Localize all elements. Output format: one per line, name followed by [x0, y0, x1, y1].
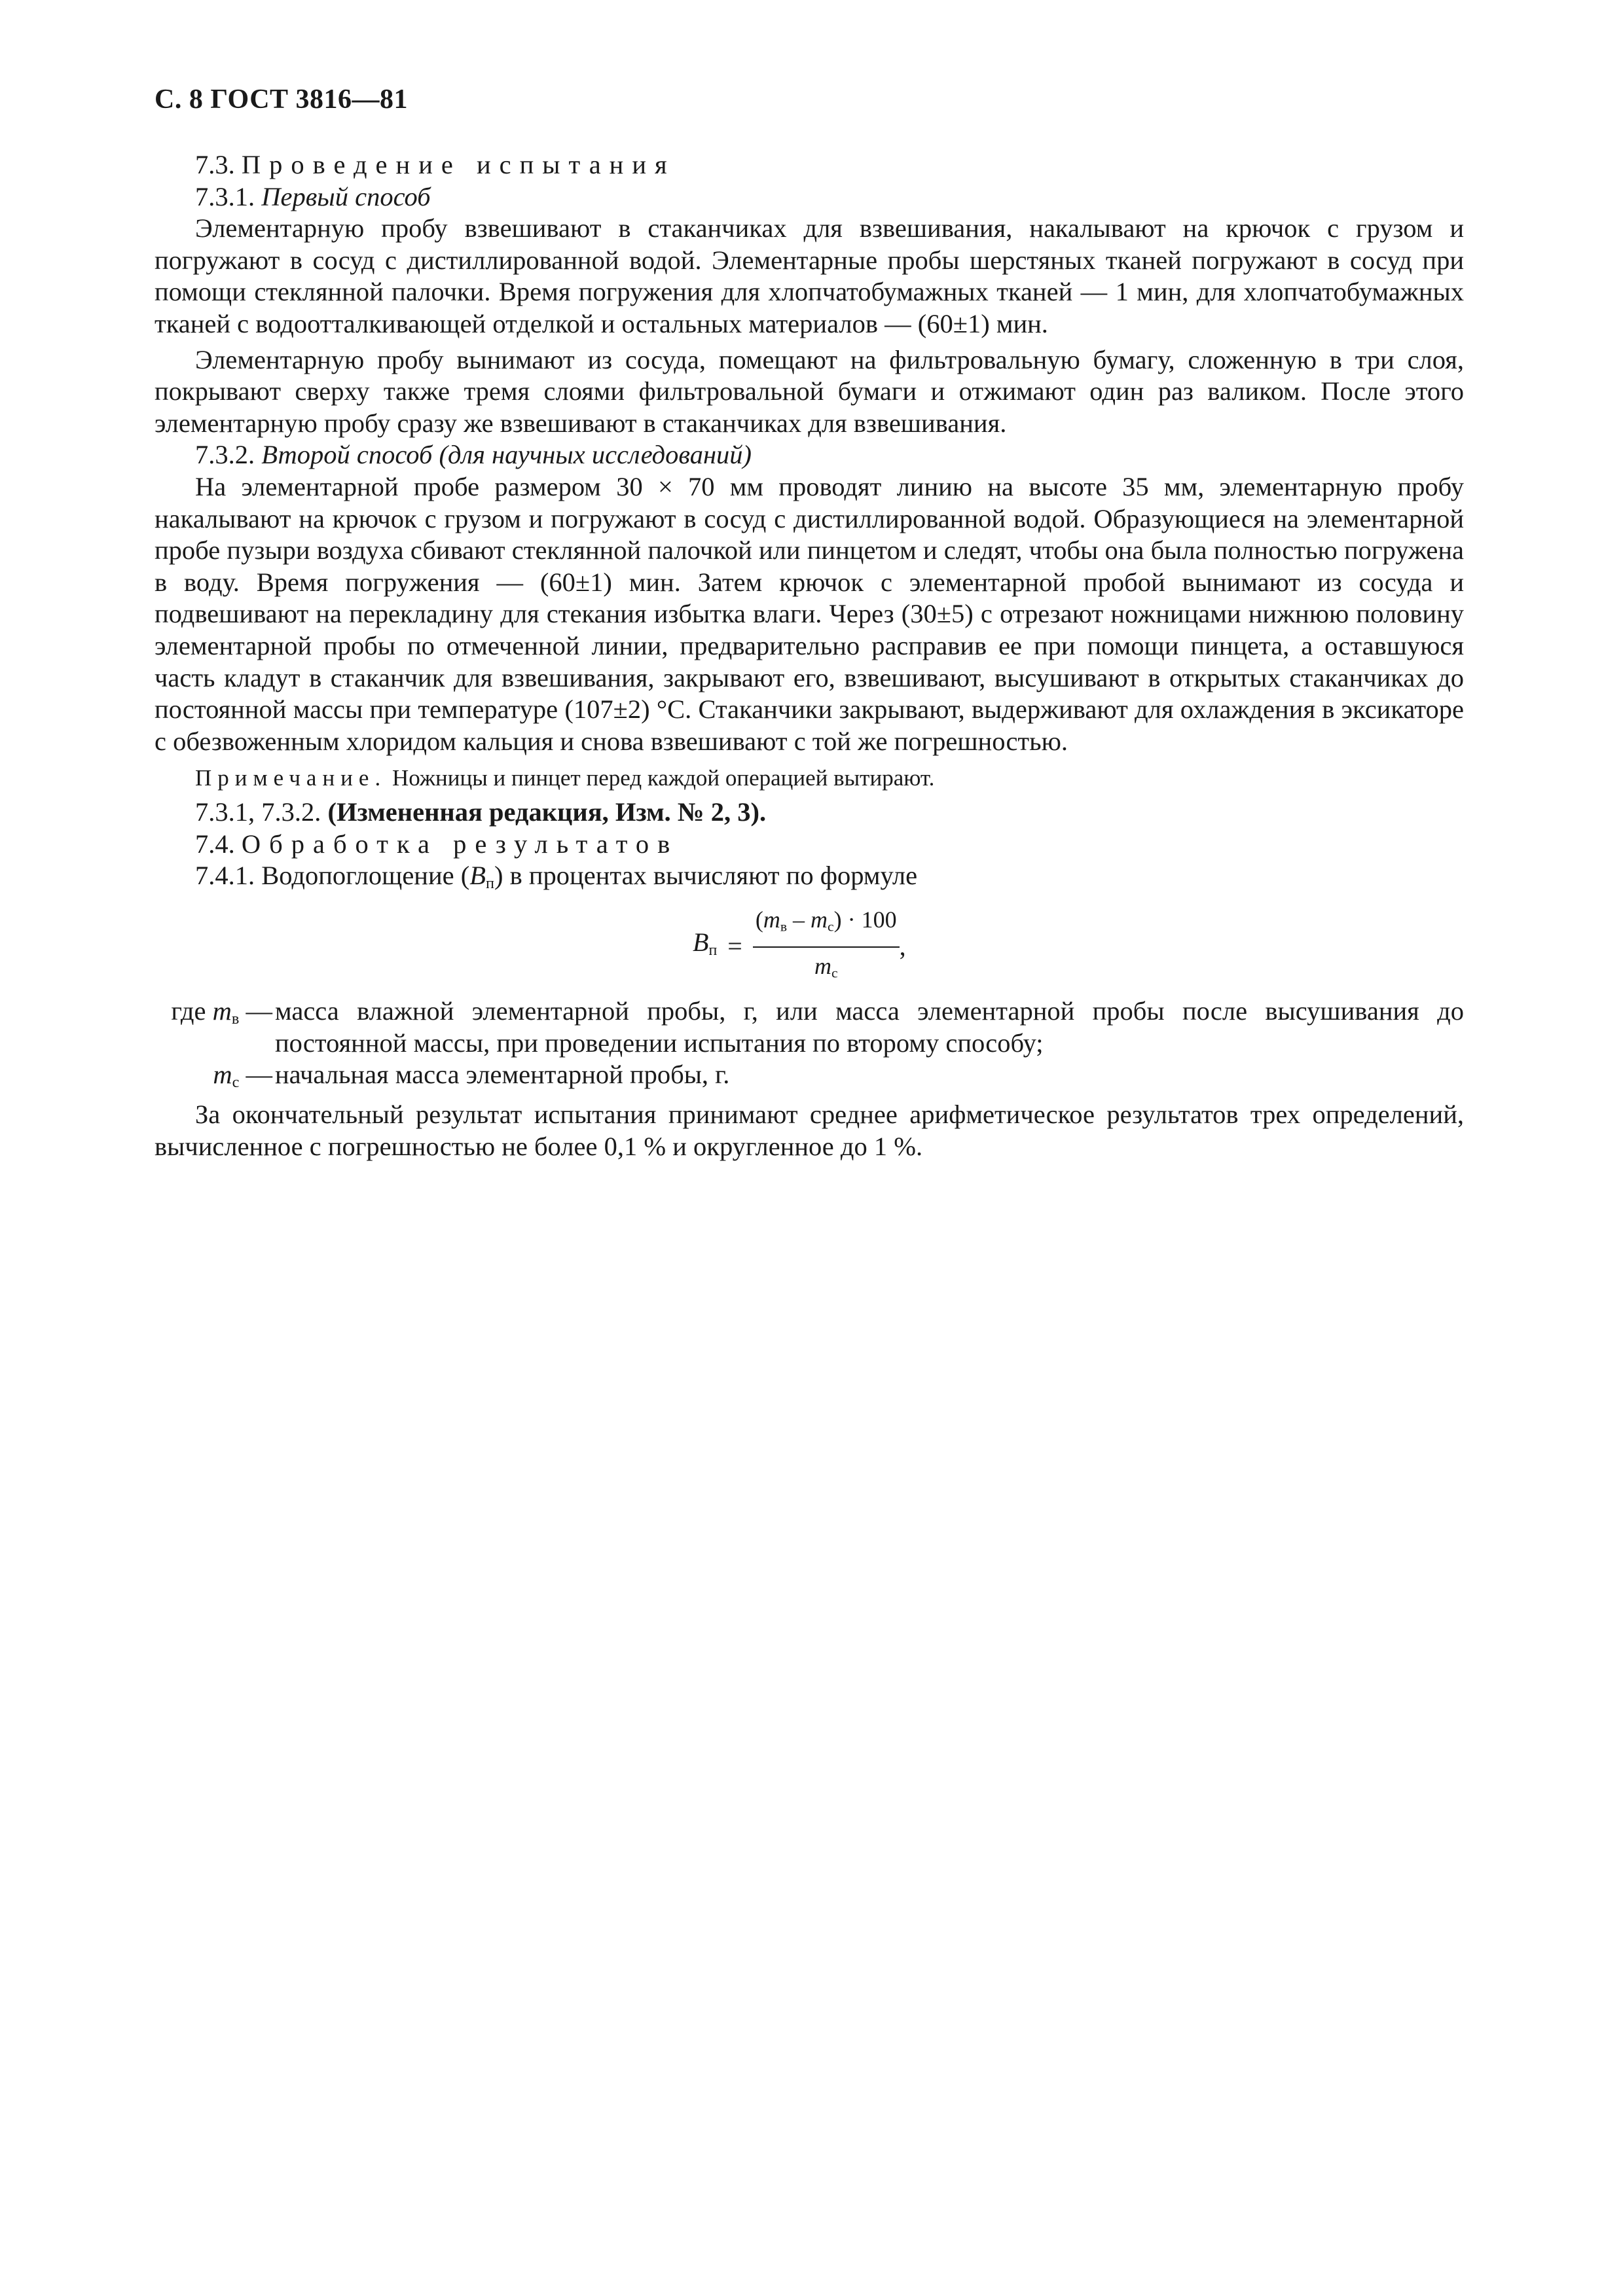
formula-trailing-comma: ,	[899, 931, 906, 961]
formula-lhs-symbol: B	[693, 927, 709, 957]
numerator-m2: m	[811, 906, 828, 933]
variable-definitions	[155, 996, 1464, 1099]
subsection-number: 7.3.2.	[195, 440, 255, 470]
section-title: Обработка результатов	[241, 829, 679, 859]
definition-subscript: в	[231, 1010, 240, 1028]
paragraph-number: 7.4.1.	[195, 861, 255, 891]
formula-block	[155, 904, 1464, 996]
variable-symbol: B	[469, 861, 486, 891]
text-after: ) в процентах вычисляют по формуле	[494, 861, 918, 891]
numerator-m1-subscript: в	[780, 918, 788, 935]
text-before: Водопоглощение (	[261, 861, 470, 891]
denominator-symbol: m	[814, 953, 831, 980]
amendment-refs: 7.3.1, 7.3.2.	[195, 797, 321, 827]
variable-subscript: п	[486, 874, 495, 893]
formula-numerator	[753, 904, 900, 948]
subsection-number: 7.3.1.	[195, 181, 255, 211]
formula-denominator	[814, 948, 838, 989]
water-absorption-formula	[693, 904, 906, 989]
formula-equals: =	[727, 931, 742, 961]
subsection-7-3-1-heading	[155, 181, 1464, 213]
definition-text: начальная масса элементарной пробы, г.	[275, 1060, 730, 1090]
formula-lhs	[693, 927, 717, 967]
amendment-line	[155, 797, 1464, 829]
paragraph-7-3-2: На элементарной пробе размером 30 × 70 мм проводят линию на высоте 35 мм, элементарную пробу накалывают на крючок с грузом и погружают в сосуд с дистиллированной водой. Образующиеся на элементарной пробе пузыри воздуха сбивают стеклянной палочкой или пинцетом и следят, чтобы она была полностью погружена в воду. Время погружения — (60±1) мин. Затем крючок с элементарной пробой вынимают из сосуда и подвешивают на перекладину для стекания избытка влаги. Через (30±5) с отрезают ножницами нижнюю половину элементарной пробы по отмеченной линии, предварительно расправив ее при помощи пинцета, а оставшуюся часть кладут в стаканчик для взвешивания, закрывают его, взвешивают, высушивают в открытых стаканчиках до постоянной массы при температуре (107±2) °С. Стаканчики закрывают, выдерживают для охлаждения в эксикаторе с обезвоженным хлоридом кальция и снова взвешивают с той же погрешностью.	[155, 471, 1464, 756]
numerator-close: ) · 100	[833, 906, 897, 933]
paragraph-7-4-1	[155, 860, 1464, 900]
paragraph-7-3-1-a: Элементарную пробу взвешивают в стаканчиках для взвешивания, накалывают на крючок с грузом и погружают в сосуд с дистиллированной водой. Элементарные пробы шерстяных тканей погружают в сосуд при помощи стеклянной палочки. Время погружения для хлопчатобумажных тканей — 1 мин, для хлопчатобумажных тканей с водоотталкивающей отделкой и остальных материалов — (60±1) мин.	[155, 213, 1464, 338]
definition-lead: где	[171, 996, 206, 1026]
definition-term	[155, 996, 272, 1059]
section-7-3-heading	[155, 149, 1464, 181]
section-title: Проведение испытания	[241, 150, 676, 179]
numerator-open: (	[755, 906, 763, 933]
paragraph-7-3-1-b: Элементарную пробу вынимают из сосуда, помещают на фильтровальную бумагу, сложенную в три слоя, покрывают сверху также тремя слоями фильтровальной бумаги и отжимают один раз валиком. После этого элементарную пробу сразу же взвешивают в стаканчиках для взвешивания.	[155, 344, 1464, 438]
definition-term	[155, 1059, 272, 1099]
formula-fraction	[753, 904, 900, 989]
section-7-4-heading	[155, 829, 1464, 861]
definition-dash: —	[246, 996, 272, 1026]
formula-lhs-subscript: п	[708, 941, 718, 959]
subsection-title: Второй способ (для научных исследований)	[261, 440, 752, 470]
paragraph-final-result: За окончательный результат испытания принимают среднее арифметическое результатов трех определений, вычисленное с погрешностью не более 0,1 % и округленное до 1 %.	[155, 1099, 1464, 1161]
numerator-minus: –	[787, 906, 811, 933]
section-number: 7.3.	[195, 150, 235, 179]
note-label: Примечание.	[195, 765, 387, 791]
numerator-m1: m	[763, 906, 780, 933]
page-body	[155, 149, 1464, 1162]
definition-symbol: m	[212, 996, 232, 1026]
definition-symbol: m	[213, 1060, 232, 1090]
section-number: 7.4.	[195, 829, 235, 859]
definition-dash: —	[246, 1060, 272, 1090]
amendment-text: (Измененная редакция, Изм. № 2, 3).	[327, 797, 767, 827]
numerator-m2-subscript: с	[828, 918, 834, 935]
definition-text: масса влажной элементарной пробы, г, или масса элементарной пробы после высушивания до постоянной массы, при проведении испытания по второму способу;	[275, 996, 1464, 1058]
subsection-title: Первый способ	[261, 181, 431, 211]
note	[155, 762, 1464, 794]
denominator-subscript: с	[831, 965, 838, 981]
definition-subscript: с	[232, 1073, 240, 1092]
subsection-7-3-2-heading	[155, 439, 1464, 471]
page-header: С. 8 ГОСТ 3816—81	[155, 84, 409, 115]
note-text: Ножницы и пинцет перед каждой операцией вытирают.	[392, 765, 935, 791]
